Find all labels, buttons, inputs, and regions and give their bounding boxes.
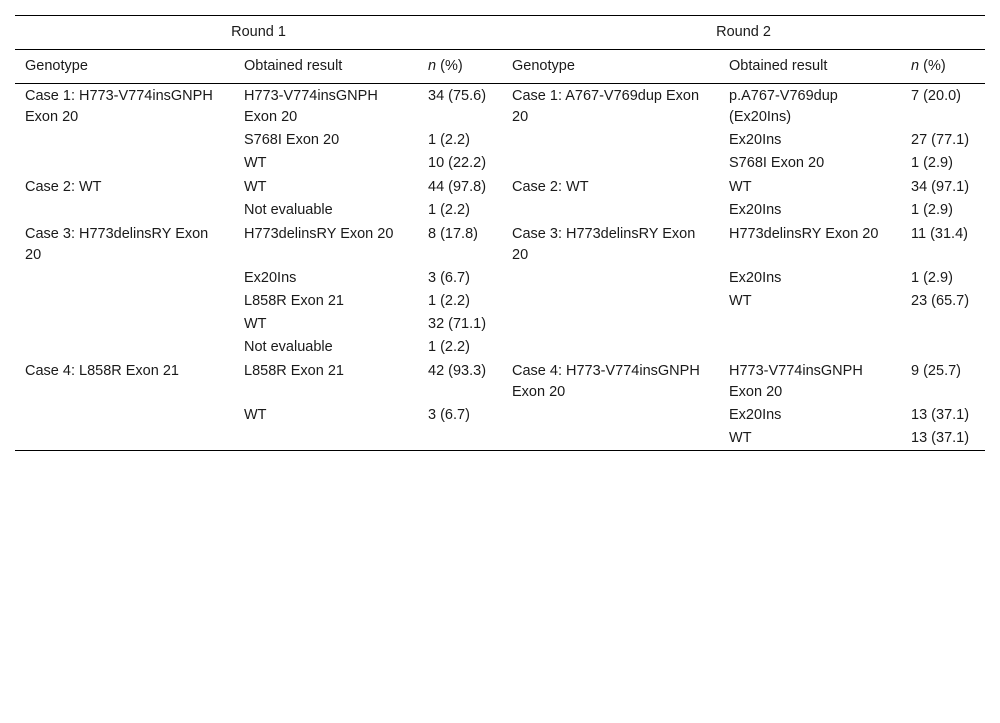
genotype-round2-cell xyxy=(502,427,719,451)
genotype-round2-cell: Case 1: A767-V769dup Exon 20 xyxy=(512,88,700,125)
count-round2-cell: 11 (31.4) xyxy=(911,226,968,242)
table-row xyxy=(15,222,985,267)
col-n-2: n (%) xyxy=(901,50,985,84)
column-header-row xyxy=(15,50,985,84)
count-round1-cell: 44 (97.8) xyxy=(428,179,487,195)
table-row xyxy=(15,290,985,313)
results-table xyxy=(15,15,985,451)
count-round1-cell: 10 (22.2) xyxy=(428,155,487,171)
count-round2-cell: 13 (37.1) xyxy=(911,407,970,423)
round-2-header: Round 2 xyxy=(502,16,985,50)
result-round2-cell: H773delinsRY Exon 20 xyxy=(729,226,879,242)
table-row xyxy=(15,199,985,222)
result-round1-cell: WT xyxy=(244,155,267,171)
genotype-round2-cell: Case 3: H773delinsRY Exon 20 xyxy=(512,226,696,263)
table-row xyxy=(15,359,985,404)
genotype-round1-cell xyxy=(15,267,234,290)
result-round2-cell: Ex20Ins xyxy=(729,270,782,286)
genotype-round1-cell xyxy=(15,427,234,451)
table-body xyxy=(15,84,985,451)
col-genotype-2: Genotype xyxy=(502,50,719,84)
result-round1-cell: L858R Exon 21 xyxy=(244,293,344,309)
count-round2-cell: 1 (2.9) xyxy=(911,155,953,171)
count-round1-cell: 1 (2.2) xyxy=(428,293,470,309)
count-round2-cell: 13 (37.1) xyxy=(901,427,985,451)
genotype-round2-cell xyxy=(502,129,719,152)
genotype-round1-cell: Case 2: WT xyxy=(25,179,102,195)
result-round1-cell: Ex20Ins xyxy=(244,270,297,286)
result-round2-cell: p.A767-V769dup (Ex20Ins) xyxy=(729,88,838,125)
count-round1-cell: 3 (6.7) xyxy=(428,270,470,286)
table-row xyxy=(15,152,985,175)
round-header-row xyxy=(15,16,985,50)
result-round2-cell: Ex20Ins xyxy=(729,132,782,148)
count-round1-cell: 1 (2.2) xyxy=(428,132,470,148)
table-row xyxy=(15,427,985,451)
result-round2-cell: WT xyxy=(729,179,752,195)
result-round2-cell xyxy=(719,336,901,359)
count-round1-cell: 32 (71.1) xyxy=(428,316,487,332)
result-round2-cell: WT xyxy=(729,293,752,309)
genotype-round1-cell xyxy=(15,404,234,427)
count-round1-cell xyxy=(418,427,502,451)
genotype-round2-cell xyxy=(502,152,719,175)
result-round2-cell: WT xyxy=(719,427,901,451)
count-round2-cell: 1 (2.9) xyxy=(911,270,953,286)
count-round2-cell xyxy=(901,313,985,336)
count-round1-cell: 42 (93.3) xyxy=(428,363,487,379)
genotype-round1-cell: Case 4: L858R Exon 21 xyxy=(25,363,179,379)
count-round1-cell: 1 (2.2) xyxy=(428,202,470,218)
result-round1-cell: H773delinsRY Exon 20 xyxy=(244,226,394,242)
col-n-1: n (%) xyxy=(418,50,502,84)
round-1-header: Round 1 xyxy=(15,16,502,50)
count-round2-cell: 9 (25.7) xyxy=(911,363,961,379)
result-round1-cell: S768I Exon 20 xyxy=(244,132,340,148)
genotype-round1-cell xyxy=(15,152,234,175)
count-round2-cell: 7 (20.0) xyxy=(911,88,961,104)
count-round2-cell: 27 (77.1) xyxy=(911,132,970,148)
table-row xyxy=(15,175,985,199)
count-round1-cell: 8 (17.8) xyxy=(428,226,478,242)
result-round1-cell xyxy=(234,427,418,451)
genotype-round1-cell xyxy=(15,129,234,152)
result-round1-cell: H773-V774insGNPH Exon 20 xyxy=(244,88,378,125)
result-round1-cell: L858R Exon 21 xyxy=(244,363,344,379)
table-row xyxy=(15,313,985,336)
table-row xyxy=(15,267,985,290)
col-genotype-1: Genotype xyxy=(15,50,234,84)
count-round1-cell: 34 (75.6) xyxy=(428,88,487,104)
result-round1-cell: Not evaluable xyxy=(244,339,333,355)
genotype-round1-cell xyxy=(15,290,234,313)
table-row xyxy=(15,404,985,427)
count-round2-cell xyxy=(901,336,985,359)
col-result-1: Obtained result xyxy=(234,50,418,84)
table-row xyxy=(15,84,985,130)
genotype-round2-cell xyxy=(502,199,719,222)
genotype-round1-cell: Case 1: H773-V774insGNPH Exon 20 xyxy=(25,88,213,125)
result-round1-cell: WT xyxy=(244,407,267,423)
result-round2-cell: H773-V774insGNPH Exon 20 xyxy=(729,363,863,400)
col-result-2: Obtained result xyxy=(719,50,901,84)
genotype-round2-cell: Case 4: H773-V774insGNPH Exon 20 xyxy=(512,363,700,400)
count-round1-cell: 3 (6.7) xyxy=(428,407,470,423)
genotype-round2-cell: Case 2: WT xyxy=(512,179,589,195)
result-round1-cell: Not evaluable xyxy=(244,202,333,218)
genotype-round2-cell xyxy=(502,404,719,427)
genotype-round1-cell xyxy=(15,199,234,222)
count-round2-cell: 1 (2.9) xyxy=(911,202,953,218)
genotype-round2-cell xyxy=(502,290,719,313)
genotype-round1-cell xyxy=(15,336,234,359)
result-round2-cell: Ex20Ins xyxy=(729,407,782,423)
result-round1-cell: WT xyxy=(244,179,267,195)
genotype-round1-cell xyxy=(15,313,234,336)
table-row xyxy=(15,336,985,359)
result-round2-cell: Ex20Ins xyxy=(729,202,782,218)
genotype-round2-cell xyxy=(502,336,719,359)
result-round1-cell: WT xyxy=(244,316,267,332)
result-round2-cell xyxy=(719,313,901,336)
count-round2-cell: 23 (65.7) xyxy=(911,293,970,309)
count-round2-cell: 34 (97.1) xyxy=(911,179,970,195)
table-row xyxy=(15,129,985,152)
genotype-round2-cell xyxy=(502,267,719,290)
result-round2-cell: S768I Exon 20 xyxy=(729,155,825,171)
genotype-round1-cell: Case 3: H773delinsRY Exon 20 xyxy=(25,226,209,263)
genotype-round2-cell xyxy=(502,313,719,336)
count-round1-cell: 1 (2.2) xyxy=(428,339,470,355)
